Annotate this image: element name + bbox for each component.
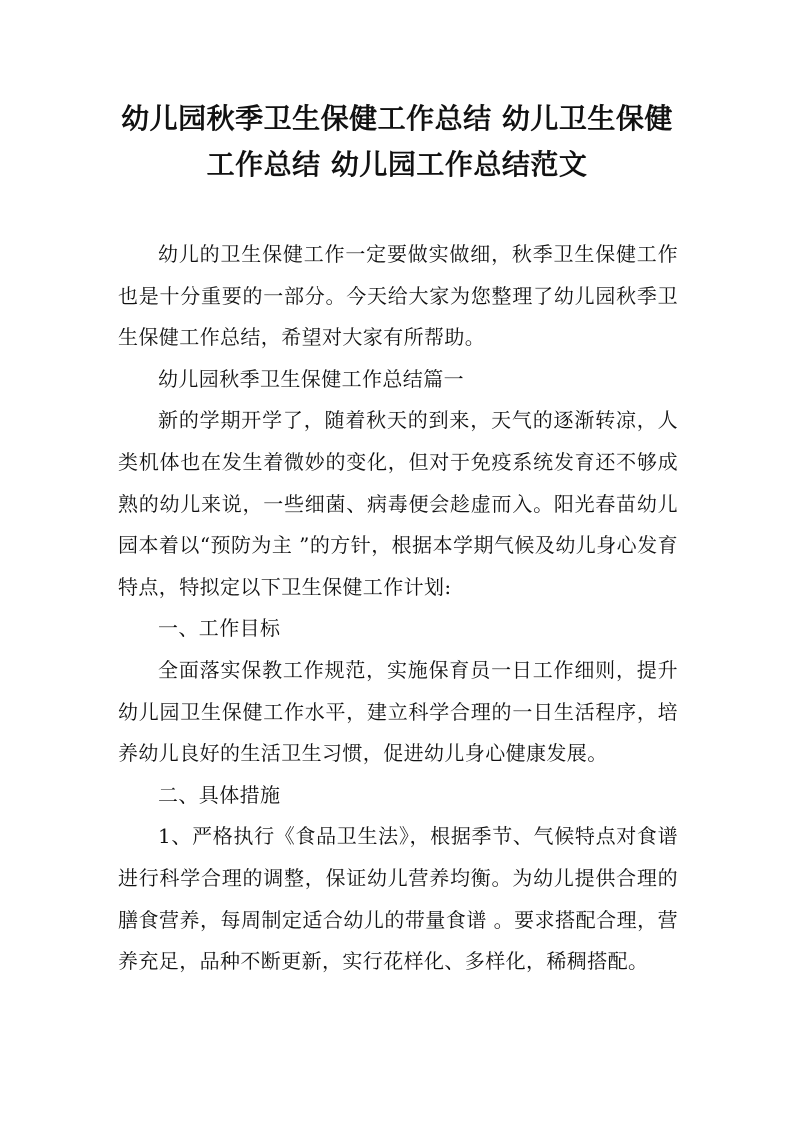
heading-specific-measures: 二、具体措施 bbox=[158, 782, 281, 807]
intro-paragraph: 幼儿的卫生保健工作一定要做实做细，秋季卫生保健工作也是十分重要的一部分。今天给大家为您整理了幼儿园秋季卫生保健工作总结，希望对大家有所帮助。 bbox=[118, 242, 678, 350]
work-goals-paragraph: 全面落实保教工作规范，实施保育员一日工作细则，提升幼儿园卫生保健工作水平，建立科学合理的一日生活程序，培养幼儿良好的生活卫生习惯，促进幼儿身心健康发展。 bbox=[118, 657, 678, 766]
section-heading-part-one: 幼儿园秋季卫生保健工作总结篇一 bbox=[158, 366, 464, 391]
measure-1-paragraph: 1、严格执行《食品卫生法》，根据季节、气候特点对食谱进行科学合理的调整，保证幼儿营养均衡。为幼儿提供合理的膳食营养，每周制定适合幼儿的带量食谱 。要求搭配合理，营养充足，品种不断更新，实行花样化、多样化，稀稠搭配。 bbox=[118, 824, 678, 974]
document-title: 幼儿园秋季卫生保健工作总结 幼儿卫生保健工作总结 幼儿园工作总结范文 bbox=[121, 102, 673, 181]
background-paragraph: 新的学期开学了，随着秋天的到来，天气的逐渐转凉，人类机体也在发生着微妙的变化，但对于免疫系统发育还不够成熟的幼儿来说，一些细菌、病毒便会趁虚而入。阳光春苗幼儿园本着以“预防为主 ”的方针，根据本学期气候及幼儿身心发育特点，特拟定以下卫生保健工作计划: bbox=[118, 408, 678, 599]
heading-work-goals: 一、工作目标 bbox=[158, 616, 281, 641]
document-body bbox=[118, 234, 678, 983]
